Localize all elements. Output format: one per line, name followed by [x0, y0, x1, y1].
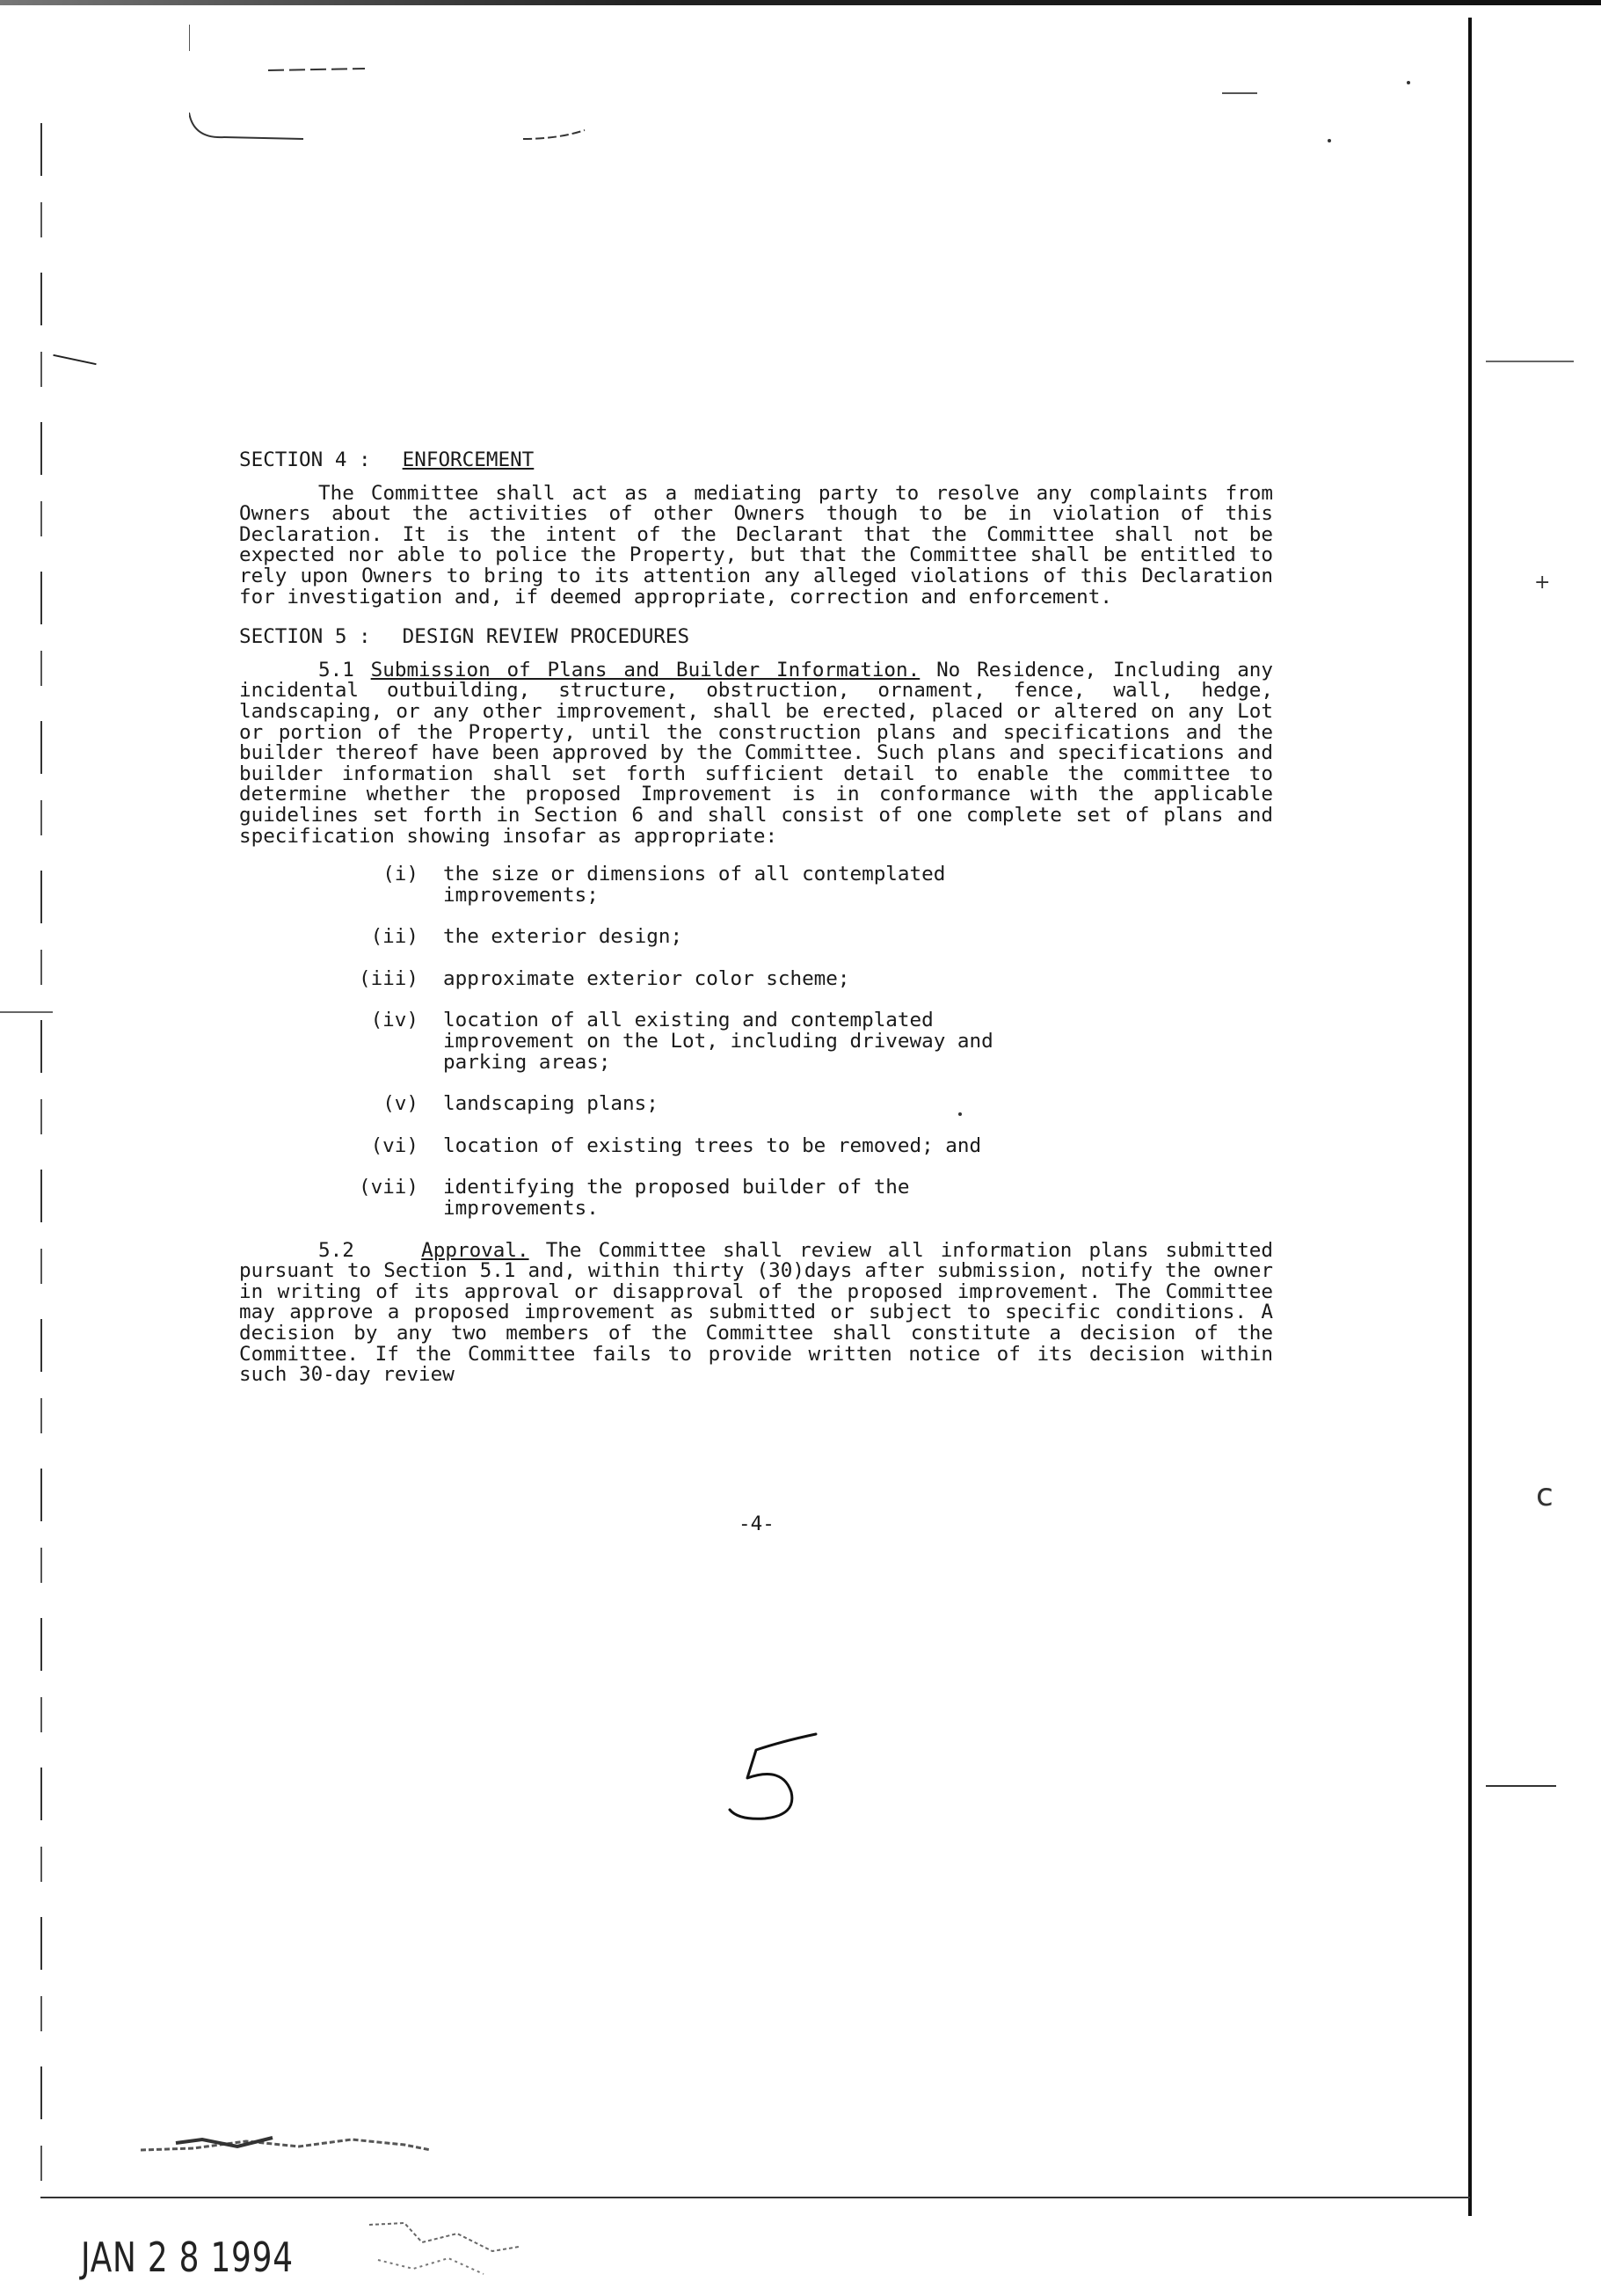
section-4-label: SECTION 4 : [239, 448, 371, 471]
scan-smudge [141, 2124, 431, 2159]
list-item-text: the size or dimensions of all contemplated improvements; [443, 863, 946, 907]
handwritten-mark [721, 1724, 826, 1829]
scan-dash [1486, 1785, 1556, 1787]
section-4-title: ENFORCEMENT [402, 448, 535, 471]
scan-scribble-top [189, 16, 611, 148]
subsection-5-1-number: 5.1 [318, 658, 354, 682]
list-item-text: the exterior design; [443, 925, 683, 949]
scan-edge-left [40, 123, 42, 2198]
plan-requirements-list [239, 864, 1273, 1220]
list-item-text: location of existing trees to be removed; and [443, 1133, 982, 1157]
section-4-heading [239, 450, 1273, 471]
subsection-5-1-text: No Residence, Including any incidental outbuilding, structure, obstruction, ornament, fence, wall, hedge, landscaping, or any other improvement, shall be erected, placed or altered on any Lot or portion of the Property, until the construction plans and specifications and the builder thereof have been approved by the Committee. Such plans and specifications and builder information shall set forth sufficient detail to enable the committee to determine whether the proposed Improvement is in conformance with the applicable guidelines set forth in Section 6 and shall consist of one complete set of plans and specification showing insofar as appropriate: [239, 658, 1273, 848]
list-item-number: (iv) [370, 1009, 418, 1032]
list-item [239, 1094, 1041, 1115]
list-item-text: landscaping plans; [443, 1092, 659, 1116]
section-5-heading [239, 627, 1273, 648]
subsection-5-1 [239, 660, 1273, 847]
list-item-text: approximate exterior color scheme; [443, 966, 850, 990]
list-item-text: identifying the proposed builder of the improvements. [443, 1176, 910, 1221]
scan-smudge [369, 2216, 519, 2286]
section-5-title: DESIGN REVIEW PROCEDURES [402, 625, 690, 649]
subsection-5-2-text: The Committee shall review all information plans submitted pursuant to Section 5.1 and, within thirty (30)days after submission, notify the owner in writing of its approval or disapproval of the proposed improvement. The Committee may approve a proposed improvement as submitted or subject to specific conditions. A decision by any two members of the Committee shall constitute a decision of the Committee. If the Committee fails to provide written notice of its decision within such 30-day review [239, 1238, 1274, 1387]
scan-dash [1486, 361, 1574, 362]
margin-c-mark: c [1536, 1477, 1554, 1513]
list-item [239, 1010, 1041, 1073]
list-item-number: (v) [382, 1092, 418, 1116]
list-item [239, 1133, 1041, 1157]
scan-dash [0, 1011, 53, 1013]
date-stamp: JAN 2 8 1994 [81, 2234, 294, 2281]
page-number: -4- [739, 1512, 775, 1535]
list-item-number: (iii) [358, 966, 418, 990]
list-item-number: (ii) [370, 925, 418, 949]
scan-speck [1407, 81, 1410, 84]
list-item-number: (vii) [358, 1176, 418, 1199]
margin-plus-mark: + [1534, 572, 1551, 594]
scan-edge-bottom [40, 2197, 1470, 2198]
subsection-5-2-heading: Approval. [421, 1238, 529, 1262]
scan-dash [53, 354, 96, 365]
list-item-number: (i) [382, 863, 418, 886]
section-5-label: SECTION 5 : [239, 625, 371, 649]
scan-dash [1222, 92, 1257, 94]
scan-edge-right [1468, 18, 1472, 2216]
subsection-5-2 [239, 1238, 1274, 1387]
list-item-text: location of all existing and contemplated improvement on the Lot, including driveway and parking areas; [443, 1009, 993, 1074]
subsection-5-2-number: 5.2 [318, 1238, 354, 1262]
scan-speck [1328, 139, 1331, 142]
subsection-5-1-heading: Submission of Plans and Builder Information. [370, 658, 921, 682]
scan-edge-top [0, 0, 1601, 5]
list-item [239, 1177, 1041, 1219]
document-body [239, 450, 1273, 1386]
list-item-number: (vi) [370, 1133, 418, 1157]
list-item [239, 966, 1041, 990]
section-4-paragraph: The Committee shall act as a mediating party to resolve any complaints from Owners about the activities of other Owners though to be in violation of this Declaration. It is the intent of the Declarant that the Committee shall not be expected nor able to police the Property, but that the Committee shall be entitled to rely upon Owners to bring to its attention any alleged violations of this Declaration for investigation and, if deemed appropriate, correction and enforcement. [239, 481, 1273, 609]
list-item [239, 927, 1041, 948]
list-item [239, 864, 1041, 906]
